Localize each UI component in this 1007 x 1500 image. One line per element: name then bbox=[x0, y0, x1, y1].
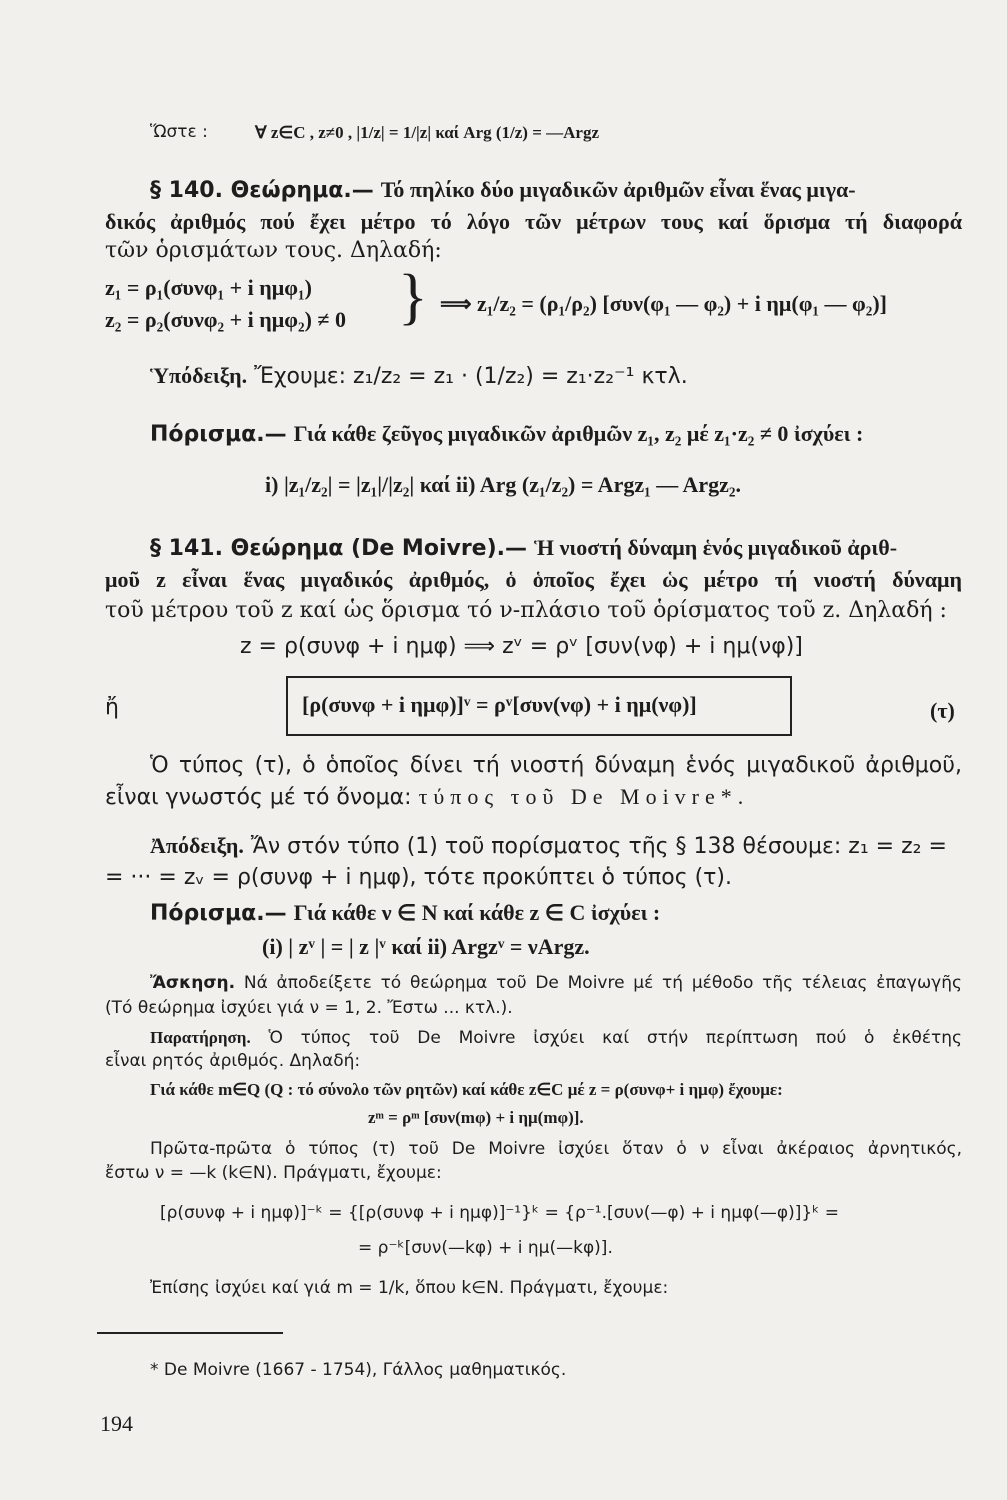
remark-line4: ἔστω ν = —k (k∈N). Πράγματι, ἔχουμε: bbox=[105, 1163, 442, 1183]
remark-text1: Ὁ τύπος τοῦ De Moivre ἰσχύει καί στήν περίπτωση πού ὁ ἐκθέτης bbox=[268, 1028, 962, 1048]
theorem-140-line1 bbox=[150, 179, 962, 202]
remark-line3: Πρῶτα-πρῶτα ὁ τύπος (τ) τοῦ De Moivre ἰσχύει ὅταν ὁ ν εἶναι ἀκέραιος ἀρνητικός, bbox=[150, 1139, 962, 1159]
remark-line2: εἶναι ρητός ἀριθμός. Δηλαδή: bbox=[105, 1051, 361, 1071]
remark-line5: Ἐπίσης ἰσχύει καί γιά m = 1/k, ὅπου k∈N. Πράγματι, ἔχουμε: bbox=[150, 1278, 669, 1298]
remark-label: Παρατήρηση. bbox=[150, 1028, 251, 1047]
formula-tag: (τ) bbox=[930, 698, 955, 723]
or-word: ἤ bbox=[105, 695, 119, 720]
negative-power-eq1: [ρ(συνφ + i ημφ)]⁻ᵏ = {[ρ(συνφ + i ημφ)]⁻¹}ᵏ = {ρ⁻¹.[συν(—φ) + i ημφ(—φ)]}ᵏ = bbox=[160, 1203, 840, 1223]
hint-text: Ἔχουμε: z₁/z₂ = z₁ · (1/z₂) = z₁·z₂⁻¹ κτλ. bbox=[254, 364, 688, 389]
remark-rational-formula: zᵐ = ρᵐ [συν(mφ) + i ημ(mφ)]. bbox=[368, 1108, 584, 1127]
footnote: * De Moivre (1667 - 1754), Γάλλος μαθηματικός. bbox=[150, 1360, 567, 1380]
hint-line bbox=[150, 365, 688, 388]
hint-label: Ὑπόδειξη. bbox=[150, 363, 248, 388]
footnote-rule bbox=[97, 1332, 283, 1334]
proof-line1 bbox=[150, 835, 962, 858]
remark-line1 bbox=[150, 1029, 962, 1047]
exercise-line1 bbox=[150, 975, 962, 992]
theorem-140-text1: Τό πηλίκο δύο μιγαδικῶν ἀριθμῶν εἶναι ἕνας μιγα- bbox=[380, 177, 856, 202]
quotient-conclusion: ⟹ z₁/z₂ = (ρ₁/ρ₂) [συν(φ₁ — φ₂) + i ημ(φ₁ — φ₂)] bbox=[440, 291, 887, 316]
formula-name: τύπος τοῦ De Moivre*. bbox=[418, 784, 750, 809]
boxed-formula: [ρ(συνφ + i ημφ)]ᵛ = ρᵛ[συν(νφ) + i ημ(νφ)] bbox=[302, 692, 697, 717]
de-moivre-implication: z = ρ(συνφ + i ημφ) ⟹ zᵛ = ρᵛ [συν(νφ) + i ημ(νφ)] bbox=[240, 634, 803, 659]
right-brace: } bbox=[398, 263, 428, 331]
corollary-2-text: Γιά κάθε ν ∈ N καί κάθε z ∈ C ἰσχύει : bbox=[293, 900, 661, 925]
theorem-141-line1 bbox=[150, 537, 962, 560]
theorem-140-line2: δικός ἀριθμός πού ἔχει μέτρο τό λόγο τῶν μέτρων τους καί ὅρισμα τή διαφορά bbox=[105, 209, 962, 234]
exercise-line2: (Τό θεώρημα ἰσχύει γιά ν = 1, 2. Ἔστω ... κτλ.). bbox=[105, 998, 513, 1018]
proof-text1: Ἄν στόν τύπο (1) τοῦ πορίσματος τῆς § 138 θέσουμε: z₁ = z₂ = bbox=[250, 834, 947, 859]
corollary-1-label: Πόρισμα.— bbox=[150, 422, 287, 447]
corollary-2-formula: (i) | zᵛ | = | z |ᵛ καί ii) Argzᵛ = νArgz. bbox=[262, 934, 590, 959]
corollary-1 bbox=[150, 423, 962, 446]
corollary-2-label: Πόρισμα.— bbox=[150, 901, 287, 926]
negative-power-eq2: = ρ⁻ᵏ[συν(—kφ) + i ημ(—kφ)]. bbox=[358, 1238, 613, 1258]
intro-formula: ∀ z∈C , z≠0 , |1/z| = 1/|z| καί Arg (1/z) = —Argz bbox=[255, 123, 600, 142]
corollary-1-formula: i) |z₁/z₂| = |z₁|/|z₂| καί ii) Arg (z₁/z₂) = Argz₁ — Argz₂. bbox=[265, 472, 741, 497]
intro-lead: Ὥστε : bbox=[150, 122, 208, 142]
theorem-140-heading: § 140. Θεώρημα.— bbox=[150, 178, 374, 203]
proof-line2: = ··· = zᵥ = ρ(συνφ + i ημφ), τότε προκύπτει ὁ τύπος (τ). bbox=[105, 865, 732, 890]
formula-paragraph-lead: εἶναι γνωστός μέ τό ὄνομα: bbox=[105, 785, 412, 810]
theorem-141-text1: Ἡ νιοστή δύναμη ἑνός μιγαδικοῦ ἀριθ- bbox=[534, 535, 898, 560]
theorem-141-line3: τοῦ μέτρου τοῦ z καί ὡς ὅρισμα τό ν-πλάσιο τοῦ ὁρίσματος τοῦ z. Δηλαδή : bbox=[105, 598, 947, 623]
hypothesis-1: z₁ = ρ₁(συνφ₁ + i ημφ₁) bbox=[105, 275, 312, 300]
theorem-141-heading: § 141. Θεώρημα (De Moivre).— bbox=[150, 536, 528, 561]
corollary-2 bbox=[150, 902, 660, 925]
remark-rational-statement: Γιά κάθε m∈Q (Q : τό σύνολο τῶν ρητῶν) καί κάθε z∈C μέ z = ρ(συνφ+ i ημφ) ἔχουμε: bbox=[150, 1080, 783, 1099]
theorem-141-line2: μοῦ z εἶναι ἕνας μιγαδικός ἀριθμός, ὁ ὁποῖος ἔχει ὡς μέτρο τή νιοστή δύναμη bbox=[105, 567, 962, 592]
hypothesis-2: z₂ = ρ₂(συνφ₂ + i ημφ₂) ≠ 0 bbox=[105, 307, 346, 332]
formula-paragraph-line1: Ὁ τύπος (τ), ὁ ὁποῖος δίνει τή νιοστή δύναμη ἑνός μιγαδικοῦ ἀριθμοῦ, bbox=[150, 753, 962, 778]
exercise-label: Ἄσκηση. bbox=[150, 973, 236, 993]
proof-label: Ἀπόδειξη. bbox=[150, 833, 244, 858]
theorem-140-line3: τῶν ὁρισμάτων τους. Δηλαδή: bbox=[105, 238, 442, 263]
page-number: 194 bbox=[100, 1411, 133, 1436]
corollary-1-text: Γιά κάθε ζεῦγος μιγαδικῶν ἀριθμῶν z₁, z₂ μέ z₁·z₂ ≠ 0 ἰσχύει : bbox=[293, 421, 864, 446]
exercise-text1: Νά ἀποδείξετε τό θεώρημα τοῦ De Moivre μέ τή μέθοδο τῆς τέλειας ἐπαγωγῆς bbox=[243, 973, 962, 993]
formula-paragraph-line2 bbox=[105, 786, 749, 809]
